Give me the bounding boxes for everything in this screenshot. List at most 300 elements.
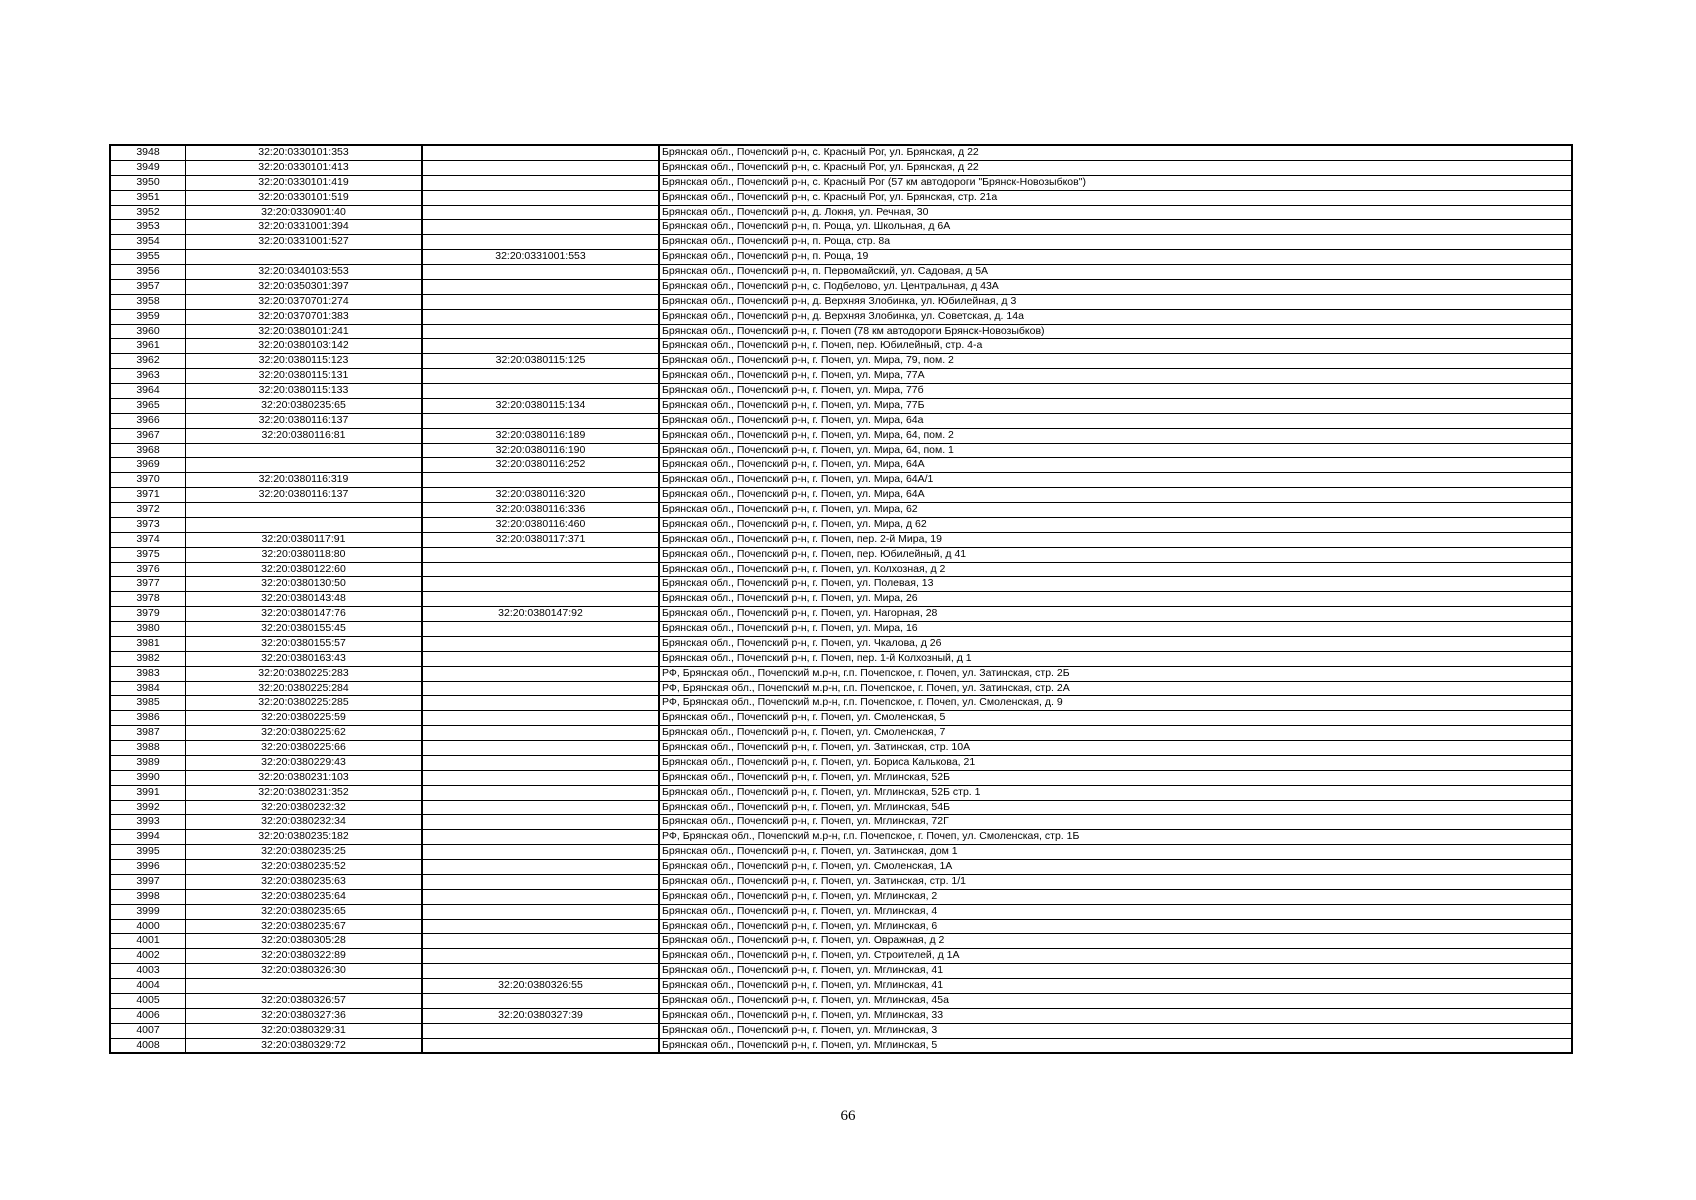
building-cadastral-number-cell: 32:20:0380103:142 xyxy=(186,339,423,354)
room-cadastral-number-cell xyxy=(422,741,659,756)
address-cell: Брянская обл., Почепский р-н, г. Почеп, ул. Затинская, стр. 1/1 xyxy=(659,874,1572,889)
row-number-cell: 3978 xyxy=(110,592,186,607)
table-row xyxy=(110,726,1572,741)
address-cell: Брянская обл., Почепский р-н, г. Почеп, ул. Мира, д 62 xyxy=(659,517,1572,532)
room-cadastral-number-cell xyxy=(422,205,659,220)
building-cadastral-number-cell: 32:20:0380116:81 xyxy=(186,428,423,443)
table-row xyxy=(110,547,1572,562)
building-cadastral-number-cell: 32:20:0380235:63 xyxy=(186,874,423,889)
row-number-cell: 3975 xyxy=(110,547,186,562)
table-row xyxy=(110,175,1572,190)
address-cell: Брянская обл., Почепский р-н, п. Роща, ул. Школьная, д 6А xyxy=(659,220,1572,235)
building-cadastral-number-cell: 32:20:0380326:30 xyxy=(186,964,423,979)
room-cadastral-number-cell xyxy=(422,562,659,577)
room-cadastral-number-cell: 32:20:0380115:125 xyxy=(422,354,659,369)
building-cadastral-number-cell: 32:20:0380235:67 xyxy=(186,919,423,934)
table-row xyxy=(110,1008,1572,1023)
building-cadastral-number-cell: 32:20:0380326:57 xyxy=(186,993,423,1008)
table-row xyxy=(110,473,1572,488)
building-cadastral-number-cell: 32:20:0380329:72 xyxy=(186,1038,423,1053)
room-cadastral-number-cell: 32:20:0380116:320 xyxy=(422,488,659,503)
table-row xyxy=(110,369,1572,384)
room-cadastral-number-cell xyxy=(422,309,659,324)
room-cadastral-number-cell xyxy=(422,830,659,845)
room-cadastral-number-cell xyxy=(422,860,659,875)
building-cadastral-number-cell: 32:20:0380235:65 xyxy=(186,398,423,413)
row-number-cell: 3983 xyxy=(110,666,186,681)
building-cadastral-number-cell: 32:20:0340103:553 xyxy=(186,265,423,280)
room-cadastral-number-cell: 32:20:0380116:252 xyxy=(422,458,659,473)
address-cell: Брянская обл., Почепский р-н, с. Красный Рог, ул. Брянская, стр. 21а xyxy=(659,190,1572,205)
row-number-cell: 3991 xyxy=(110,785,186,800)
room-cadastral-number-cell xyxy=(422,160,659,175)
address-cell: Брянская обл., Почепский р-н, г. Почеп, ул. Мира, 77А xyxy=(659,369,1572,384)
room-cadastral-number-cell xyxy=(422,265,659,280)
address-cell: Брянская обл., Почепский р-н, г. Почеп, ул. Мглинская, 33 xyxy=(659,1008,1572,1023)
table-row xyxy=(110,993,1572,1008)
building-cadastral-number-cell xyxy=(186,979,423,994)
address-cell: Брянская обл., Почепский р-н, п. Роща, 19 xyxy=(659,250,1572,265)
registry-table xyxy=(109,144,1573,1054)
table-row xyxy=(110,1023,1572,1038)
building-cadastral-number-cell: 32:20:0380327:36 xyxy=(186,1008,423,1023)
building-cadastral-number-cell: 32:20:0380115:123 xyxy=(186,354,423,369)
building-cadastral-number-cell: 32:20:0380118:80 xyxy=(186,547,423,562)
address-cell: Брянская обл., Почепский р-н, г. Почеп, ул. Мглинская, 5 xyxy=(659,1038,1572,1053)
table-row xyxy=(110,755,1572,770)
table-row xyxy=(110,696,1572,711)
address-cell: Брянская обл., Почепский р-н, г. Почеп, ул. Мира, 26 xyxy=(659,592,1572,607)
table-row xyxy=(110,384,1572,399)
row-number-cell: 4005 xyxy=(110,993,186,1008)
table-row xyxy=(110,562,1572,577)
room-cadastral-number-cell xyxy=(422,889,659,904)
table-row xyxy=(110,666,1572,681)
table-row xyxy=(110,592,1572,607)
table-row xyxy=(110,785,1572,800)
row-number-cell: 3997 xyxy=(110,874,186,889)
room-cadastral-number-cell xyxy=(422,651,659,666)
room-cadastral-number-cell xyxy=(422,636,659,651)
building-cadastral-number-cell: 32:20:0380225:59 xyxy=(186,711,423,726)
building-cadastral-number-cell: 32:20:0380235:65 xyxy=(186,904,423,919)
row-number-cell: 3964 xyxy=(110,384,186,399)
room-cadastral-number-cell xyxy=(422,622,659,637)
building-cadastral-number-cell: 32:20:0380155:57 xyxy=(186,636,423,651)
room-cadastral-number-cell: 32:20:0380116:460 xyxy=(422,517,659,532)
table-row xyxy=(110,339,1572,354)
table-row xyxy=(110,279,1572,294)
row-number-cell: 3994 xyxy=(110,830,186,845)
room-cadastral-number-cell xyxy=(422,339,659,354)
building-cadastral-number-cell: 32:20:0331001:527 xyxy=(186,235,423,250)
room-cadastral-number-cell: 32:20:0331001:553 xyxy=(422,250,659,265)
room-cadastral-number-cell: 32:20:0380147:92 xyxy=(422,607,659,622)
building-cadastral-number-cell xyxy=(186,503,423,518)
address-cell: Брянская обл., Почепский р-н, г. Почеп, ул. Смоленская, 7 xyxy=(659,726,1572,741)
table-row xyxy=(110,934,1572,949)
row-number-cell: 3998 xyxy=(110,889,186,904)
row-number-cell: 3967 xyxy=(110,428,186,443)
row-number-cell: 3968 xyxy=(110,443,186,458)
room-cadastral-number-cell xyxy=(422,696,659,711)
room-cadastral-number-cell xyxy=(422,294,659,309)
row-number-cell: 4003 xyxy=(110,964,186,979)
row-number-cell: 4006 xyxy=(110,1008,186,1023)
building-cadastral-number-cell xyxy=(186,458,423,473)
room-cadastral-number-cell xyxy=(422,220,659,235)
building-cadastral-number-cell: 32:20:0380225:66 xyxy=(186,741,423,756)
room-cadastral-number-cell xyxy=(422,681,659,696)
table-row xyxy=(110,904,1572,919)
address-cell: РФ, Брянская обл., Почепский м.р-н, г.п. Почепское, г. Почеп, ул. Затинская, стр. 2Б xyxy=(659,666,1572,681)
building-cadastral-number-cell: 32:20:0380231:352 xyxy=(186,785,423,800)
row-number-cell: 3959 xyxy=(110,309,186,324)
building-cadastral-number-cell: 32:20:0380225:285 xyxy=(186,696,423,711)
room-cadastral-number-cell xyxy=(422,785,659,800)
table-row xyxy=(110,577,1572,592)
table-row xyxy=(110,532,1572,547)
address-cell: Брянская обл., Почепский р-н, с. Красный Рог, ул. Брянская, д 22 xyxy=(659,145,1572,160)
table-row xyxy=(110,964,1572,979)
building-cadastral-number-cell: 32:20:0380117:91 xyxy=(186,532,423,547)
table-row xyxy=(110,636,1572,651)
address-cell: Брянская обл., Почепский р-н, г. Почеп, ул. Колхозная, д 2 xyxy=(659,562,1572,577)
table-row xyxy=(110,443,1572,458)
room-cadastral-number-cell xyxy=(422,845,659,860)
address-cell: Брянская обл., Почепский р-н, г. Почеп, ул. Мира, 62 xyxy=(659,503,1572,518)
table-row xyxy=(110,830,1572,845)
building-cadastral-number-cell: 32:20:0330101:353 xyxy=(186,145,423,160)
building-cadastral-number-cell: 32:20:0380143:48 xyxy=(186,592,423,607)
room-cadastral-number-cell xyxy=(422,577,659,592)
address-cell: Брянская обл., Почепский р-н, г. Почеп, ул. Мглинская, 41 xyxy=(659,964,1572,979)
row-number-cell: 3980 xyxy=(110,622,186,637)
room-cadastral-number-cell xyxy=(422,874,659,889)
building-cadastral-number-cell: 32:20:0330101:413 xyxy=(186,160,423,175)
room-cadastral-number-cell xyxy=(422,324,659,339)
building-cadastral-number-cell: 32:20:0380147:76 xyxy=(186,607,423,622)
address-cell: Брянская обл., Почепский р-н, г. Почеп, ул. Затинская, дом 1 xyxy=(659,845,1572,860)
building-cadastral-number-cell: 32:20:0380115:133 xyxy=(186,384,423,399)
address-cell: Брянская обл., Почепский р-н, г. Почеп, ул. Смоленская, 5 xyxy=(659,711,1572,726)
room-cadastral-number-cell xyxy=(422,145,659,160)
address-cell: Брянская обл., Почепский р-н, г. Почеп, пер. 2-й Мира, 19 xyxy=(659,532,1572,547)
address-cell: Брянская обл., Почепский р-н, г. Почеп, ул. Мглинская, 2 xyxy=(659,889,1572,904)
row-number-cell: 3961 xyxy=(110,339,186,354)
address-cell: Брянская обл., Почепский р-н, г. Почеп, ул. Мглинская, 52Б стр. 1 xyxy=(659,785,1572,800)
row-number-cell: 3986 xyxy=(110,711,186,726)
row-number-cell: 4004 xyxy=(110,979,186,994)
row-number-cell: 3996 xyxy=(110,860,186,875)
address-cell: Брянская обл., Почепский р-н, г. Почеп, ул. Мира, 77б xyxy=(659,384,1572,399)
address-cell: Брянская обл., Почепский р-н, г. Почеп, ул. Мира, 64А/1 xyxy=(659,473,1572,488)
building-cadastral-number-cell xyxy=(186,517,423,532)
table-row xyxy=(110,413,1572,428)
building-cadastral-number-cell: 32:20:0380130:50 xyxy=(186,577,423,592)
room-cadastral-number-cell xyxy=(422,726,659,741)
building-cadastral-number-cell: 32:20:0380235:182 xyxy=(186,830,423,845)
row-number-cell: 3985 xyxy=(110,696,186,711)
address-cell: Брянская обл., Почепский р-н, п. Первомайский, ул. Садовая, д 5А xyxy=(659,265,1572,280)
room-cadastral-number-cell xyxy=(422,666,659,681)
table-row xyxy=(110,681,1572,696)
address-cell: Брянская обл., Почепский р-н, г. Почеп, ул. Мира, 64, пом. 1 xyxy=(659,443,1572,458)
row-number-cell: 3971 xyxy=(110,488,186,503)
room-cadastral-number-cell xyxy=(422,815,659,830)
row-number-cell: 3960 xyxy=(110,324,186,339)
address-cell: Брянская обл., Почепский р-н, г. Почеп, пер. Юбилейный, стр. 4-а xyxy=(659,339,1572,354)
building-cadastral-number-cell: 32:20:0380155:45 xyxy=(186,622,423,637)
table-row xyxy=(110,145,1572,160)
building-cadastral-number-cell: 32:20:0380235:64 xyxy=(186,889,423,904)
room-cadastral-number-cell xyxy=(422,934,659,949)
row-number-cell: 3970 xyxy=(110,473,186,488)
building-cadastral-number-cell: 32:20:0380225:283 xyxy=(186,666,423,681)
room-cadastral-number-cell xyxy=(422,919,659,934)
address-cell: Брянская обл., Почепский р-н, г. Почеп, ул. Мира, 16 xyxy=(659,622,1572,637)
row-number-cell: 3957 xyxy=(110,279,186,294)
table-row xyxy=(110,488,1572,503)
room-cadastral-number-cell xyxy=(422,1023,659,1038)
row-number-cell: 3999 xyxy=(110,904,186,919)
building-cadastral-number-cell: 32:20:0370701:274 xyxy=(186,294,423,309)
building-cadastral-number-cell: 32:20:0330901:40 xyxy=(186,205,423,220)
table-row xyxy=(110,800,1572,815)
page-number: 66 xyxy=(840,1108,856,1124)
table-row xyxy=(110,517,1572,532)
row-number-cell: 4000 xyxy=(110,919,186,934)
address-cell: Брянская обл., Почепский р-н, с. Подбелово, ул. Центральная, д 43А xyxy=(659,279,1572,294)
building-cadastral-number-cell: 32:20:0380229:43 xyxy=(186,755,423,770)
row-number-cell: 3984 xyxy=(110,681,186,696)
row-number-cell: 3995 xyxy=(110,845,186,860)
table-row xyxy=(110,889,1572,904)
building-cadastral-number-cell: 32:20:0380305:28 xyxy=(186,934,423,949)
table-row xyxy=(110,354,1572,369)
table-row xyxy=(110,458,1572,473)
table-row xyxy=(110,607,1572,622)
building-cadastral-number-cell xyxy=(186,443,423,458)
table-row xyxy=(110,428,1572,443)
table-row xyxy=(110,770,1572,785)
table-row xyxy=(110,190,1572,205)
row-number-cell: 3979 xyxy=(110,607,186,622)
table-row xyxy=(110,324,1572,339)
building-cadastral-number-cell: 32:20:0380115:131 xyxy=(186,369,423,384)
row-number-cell: 3958 xyxy=(110,294,186,309)
room-cadastral-number-cell xyxy=(422,711,659,726)
room-cadastral-number-cell xyxy=(422,235,659,250)
table-row xyxy=(110,919,1572,934)
row-number-cell: 3963 xyxy=(110,369,186,384)
address-cell: Брянская обл., Почепский р-н, с. Красный Рог, ул. Брянская, д 22 xyxy=(659,160,1572,175)
building-cadastral-number-cell: 32:20:0380322:89 xyxy=(186,949,423,964)
address-cell: Брянская обл., Почепский р-н, г. Почеп, ул. Мглинская, 54Б xyxy=(659,800,1572,815)
address-cell: РФ, Брянская обл., Почепский м.р-н, г.п. Почепское, г. Почеп, ул. Смоленская, д. 9 xyxy=(659,696,1572,711)
table-row xyxy=(110,979,1572,994)
address-cell: Брянская обл., Почепский р-н, г. Почеп, ул. Строителей, д 1А xyxy=(659,949,1572,964)
building-cadastral-number-cell: 32:20:0380232:32 xyxy=(186,800,423,815)
address-cell: Брянская обл., Почепский р-н, г. Почеп, ул. Чкалова, д 26 xyxy=(659,636,1572,651)
building-cadastral-number-cell: 32:20:0350301:397 xyxy=(186,279,423,294)
row-number-cell: 3973 xyxy=(110,517,186,532)
row-number-cell: 3982 xyxy=(110,651,186,666)
table-row xyxy=(110,651,1572,666)
room-cadastral-number-cell xyxy=(422,904,659,919)
address-cell: Брянская обл., Почепский р-н, г. Почеп, пер. 1-й Колхозный, д 1 xyxy=(659,651,1572,666)
building-cadastral-number-cell: 32:20:0331001:394 xyxy=(186,220,423,235)
table-row xyxy=(110,874,1572,889)
row-number-cell: 3948 xyxy=(110,145,186,160)
row-number-cell: 4001 xyxy=(110,934,186,949)
table-row xyxy=(110,1038,1572,1053)
row-number-cell: 3966 xyxy=(110,413,186,428)
room-cadastral-number-cell: 32:20:0380116:336 xyxy=(422,503,659,518)
address-cell: Брянская обл., Почепский р-н, г. Почеп, ул. Мира, 77Б xyxy=(659,398,1572,413)
building-cadastral-number-cell: 32:20:0330101:519 xyxy=(186,190,423,205)
address-cell: Брянская обл., Почепский р-н, г. Почеп, ул. Мглинская, 41 xyxy=(659,979,1572,994)
row-number-cell: 3981 xyxy=(110,636,186,651)
room-cadastral-number-cell xyxy=(422,949,659,964)
row-number-cell: 3956 xyxy=(110,265,186,280)
address-cell: Брянская обл., Почепский р-н, г. Почеп, ул. Мира, 64А xyxy=(659,488,1572,503)
row-number-cell: 3993 xyxy=(110,815,186,830)
table-row xyxy=(110,622,1572,637)
table-row xyxy=(110,711,1572,726)
room-cadastral-number-cell xyxy=(422,547,659,562)
address-cell: Брянская обл., Почепский р-н, г. Почеп, пер. Юбилейный, д 41 xyxy=(659,547,1572,562)
row-number-cell: 3992 xyxy=(110,800,186,815)
row-number-cell: 3965 xyxy=(110,398,186,413)
row-number-cell: 3977 xyxy=(110,577,186,592)
building-cadastral-number-cell: 32:20:0370701:383 xyxy=(186,309,423,324)
table-row xyxy=(110,265,1572,280)
row-number-cell: 4007 xyxy=(110,1023,186,1038)
room-cadastral-number-cell xyxy=(422,770,659,785)
row-number-cell: 3969 xyxy=(110,458,186,473)
building-cadastral-number-cell: 32:20:0380225:62 xyxy=(186,726,423,741)
row-number-cell: 3988 xyxy=(110,741,186,756)
table-row xyxy=(110,815,1572,830)
address-cell: Брянская обл., Почепский р-н, п. Роща, стр. 8а xyxy=(659,235,1572,250)
row-number-cell: 4002 xyxy=(110,949,186,964)
address-cell: Брянская обл., Почепский р-н, г. Почеп, ул. Мглинская, 45а xyxy=(659,993,1572,1008)
address-cell: Брянская обл., Почепский р-н, г. Почеп, ул. Мира, 64, пом. 2 xyxy=(659,428,1572,443)
row-number-cell: 3950 xyxy=(110,175,186,190)
row-number-cell: 3987 xyxy=(110,726,186,741)
row-number-cell: 3990 xyxy=(110,770,186,785)
room-cadastral-number-cell xyxy=(422,384,659,399)
room-cadastral-number-cell xyxy=(422,993,659,1008)
address-cell: Брянская обл., Почепский р-н, г. Почеп, ул. Овражная, д 2 xyxy=(659,934,1572,949)
room-cadastral-number-cell xyxy=(422,755,659,770)
address-cell: Брянская обл., Почепский р-н, г. Почеп, ул. Мглинская, 52Б xyxy=(659,770,1572,785)
room-cadastral-number-cell xyxy=(422,592,659,607)
room-cadastral-number-cell xyxy=(422,413,659,428)
address-cell: Брянская обл., Почепский р-н, г. Почеп, ул. Мира, 64а xyxy=(659,413,1572,428)
row-number-cell: 3972 xyxy=(110,503,186,518)
address-cell: Брянская обл., Почепский р-н, г. Почеп, ул. Полевая, 13 xyxy=(659,577,1572,592)
room-cadastral-number-cell xyxy=(422,279,659,294)
table-row xyxy=(110,398,1572,413)
row-number-cell: 3955 xyxy=(110,250,186,265)
table-row xyxy=(110,160,1572,175)
address-cell: Брянская обл., Почепский р-н, г. Почеп, ул. Смоленская, 1А xyxy=(659,860,1572,875)
room-cadastral-number-cell xyxy=(422,1038,659,1053)
address-cell: Брянская обл., Почепский р-н, д. Локня, ул. Речная, 30 xyxy=(659,205,1572,220)
table-row xyxy=(110,220,1572,235)
registry-table-body xyxy=(110,145,1572,1053)
room-cadastral-number-cell xyxy=(422,190,659,205)
building-cadastral-number-cell: 32:20:0380101:241 xyxy=(186,324,423,339)
address-cell: Брянская обл., Почепский р-н, г. Почеп, ул. Мира, 64А xyxy=(659,458,1572,473)
building-cadastral-number-cell xyxy=(186,250,423,265)
room-cadastral-number-cell xyxy=(422,800,659,815)
row-number-cell: 3951 xyxy=(110,190,186,205)
address-cell: Брянская обл., Почепский р-н, г. Почеп, ул. Мглинская, 3 xyxy=(659,1023,1572,1038)
table-row xyxy=(110,741,1572,756)
row-number-cell: 3962 xyxy=(110,354,186,369)
table-row xyxy=(110,845,1572,860)
row-number-cell: 3976 xyxy=(110,562,186,577)
room-cadastral-number-cell: 32:20:0380116:190 xyxy=(422,443,659,458)
address-cell: Брянская обл., Почепский р-н, с. Красный Рог (57 км автодороги "Брянск-Новозыбков") xyxy=(659,175,1572,190)
row-number-cell: 3953 xyxy=(110,220,186,235)
address-cell: Брянская обл., Почепский р-н, г. Почеп, ул. Бориса Калькова, 21 xyxy=(659,755,1572,770)
room-cadastral-number-cell xyxy=(422,964,659,979)
address-cell: РФ, Брянская обл., Почепский м.р-н, г.п. Почепское, г. Почеп, ул. Смоленская, стр. 1Б xyxy=(659,830,1572,845)
table-row xyxy=(110,860,1572,875)
building-cadastral-number-cell: 32:20:0380329:31 xyxy=(186,1023,423,1038)
building-cadastral-number-cell: 32:20:0380116:319 xyxy=(186,473,423,488)
room-cadastral-number-cell: 32:20:0380116:189 xyxy=(422,428,659,443)
row-number-cell: 3949 xyxy=(110,160,186,175)
table-row xyxy=(110,503,1572,518)
building-cadastral-number-cell: 32:20:0380235:52 xyxy=(186,860,423,875)
address-cell: Брянская обл., Почепский р-н, г. Почеп (78 км автодороги Брянск-Новозыбков) xyxy=(659,324,1572,339)
address-cell: Брянская обл., Почепский р-н, г. Почеп, ул. Мглинская, 4 xyxy=(659,904,1572,919)
building-cadastral-number-cell: 32:20:0380122:60 xyxy=(186,562,423,577)
room-cadastral-number-cell: 32:20:0380326:55 xyxy=(422,979,659,994)
address-cell: Брянская обл., Почепский р-н, д. Верхняя Злобинка, ул. Юбилейная, д 3 xyxy=(659,294,1572,309)
table-row xyxy=(110,205,1572,220)
row-number-cell: 3989 xyxy=(110,755,186,770)
address-cell: Брянская обл., Почепский р-н, г. Почеп, ул. Мглинская, 72Г xyxy=(659,815,1572,830)
address-cell: Брянская обл., Почепский р-н, г. Почеп, ул. Мглинская, 6 xyxy=(659,919,1572,934)
row-number-cell: 3954 xyxy=(110,235,186,250)
row-number-cell: 4008 xyxy=(110,1038,186,1053)
room-cadastral-number-cell: 32:20:0380115:134 xyxy=(422,398,659,413)
room-cadastral-number-cell: 32:20:0380327:39 xyxy=(422,1008,659,1023)
row-number-cell: 3952 xyxy=(110,205,186,220)
row-number-cell: 3974 xyxy=(110,532,186,547)
building-cadastral-number-cell: 32:20:0380231:103 xyxy=(186,770,423,785)
building-cadastral-number-cell: 32:20:0380235:25 xyxy=(186,845,423,860)
room-cadastral-number-cell: 32:20:0380117:371 xyxy=(422,532,659,547)
building-cadastral-number-cell: 32:20:0380232:34 xyxy=(186,815,423,830)
building-cadastral-number-cell: 32:20:0380225:284 xyxy=(186,681,423,696)
building-cadastral-number-cell: 32:20:0380116:137 xyxy=(186,488,423,503)
address-cell: Брянская обл., Почепский р-н, д. Верхняя Злобинка, ул. Советская, д. 14а xyxy=(659,309,1572,324)
table-row xyxy=(110,294,1572,309)
building-cadastral-number-cell: 32:20:0380163:43 xyxy=(186,651,423,666)
table-row xyxy=(110,235,1572,250)
address-cell: Брянская обл., Почепский р-н, г. Почеп, ул. Мира, 79, пом. 2 xyxy=(659,354,1572,369)
table-row xyxy=(110,949,1572,964)
building-cadastral-number-cell: 32:20:0380116:137 xyxy=(186,413,423,428)
building-cadastral-number-cell: 32:20:0330101:419 xyxy=(186,175,423,190)
